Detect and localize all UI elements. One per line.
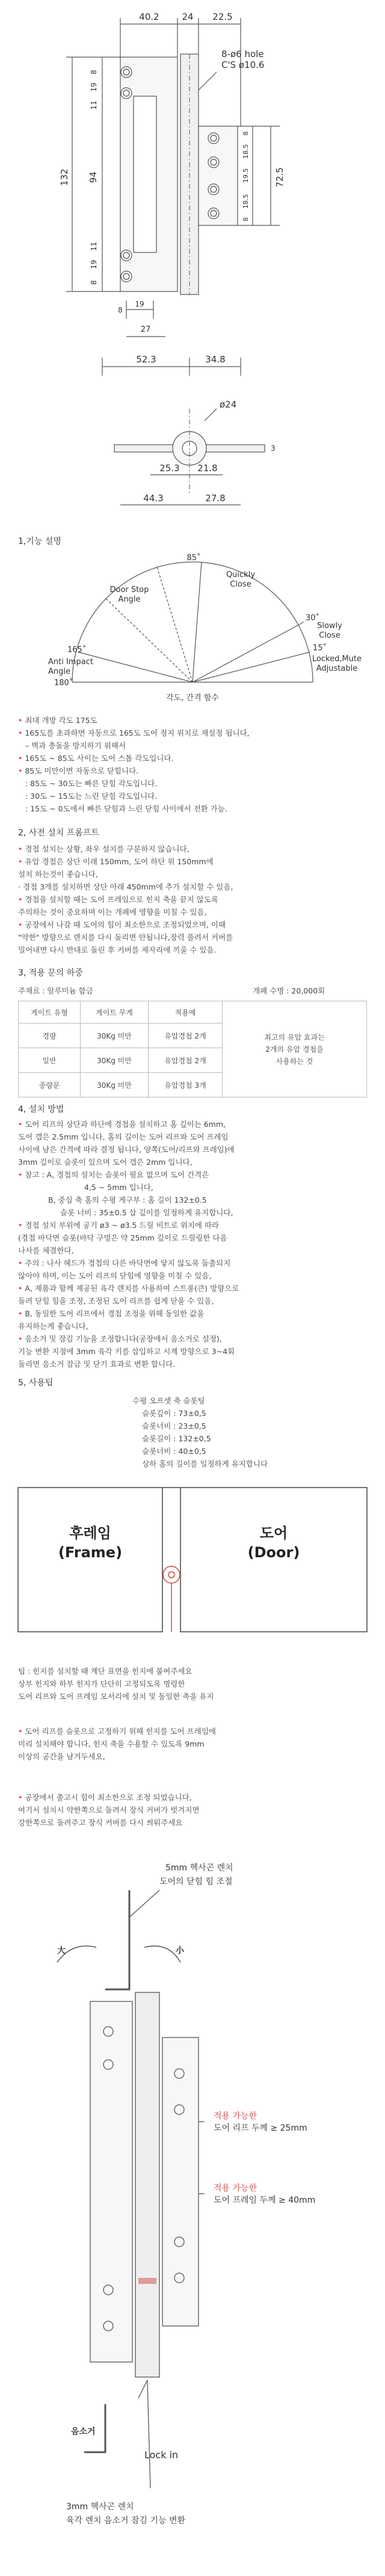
dim-right-5: 8 xyxy=(242,217,250,222)
s4-line: (경첩 바닥면 슬롯(바닥 구멍은 약 25mm 깊이로 드릴링한 다음 xyxy=(18,1233,227,1242)
top-note-1: 5mm 헥사곤 렌치 xyxy=(165,1863,233,1873)
tip-line: 도어 리프와 도어 프레임 모서리에 설치 및 동일한 축을 유지 xyxy=(18,1692,214,1701)
table-note-line: 2개의 유압 경첩을 xyxy=(265,1045,324,1054)
pivot-dim-5: 44.3 xyxy=(143,493,164,504)
bullet-7: : 30도 ~ 15도는 느린 닫힘 각도입니다. xyxy=(25,792,158,801)
label-quickly-2: Close xyxy=(230,580,251,589)
s2-line-5: • 경첩을 설치할 때는 도어 프레임으로 힌지 축을 끝지 않도록 xyxy=(18,893,373,906)
label-180: 180˚ xyxy=(54,679,73,688)
s2-line-6: 주의하는 것이 중요하며 이는 개폐에 영향을 미칠 수 있음, xyxy=(18,908,207,917)
frame-door-diagram xyxy=(0,1479,385,1659)
dim-left-small-3: 11 xyxy=(90,100,98,110)
s2-line-1: • 경첩 설치는 상황, 좌우 설치를 구분하지 않습니다, xyxy=(18,843,373,855)
s2-line-9: 밀어내면 다시 반대로 돌린 후 커버를 제자리에 끼울 수 있음. xyxy=(18,945,217,954)
table-note-line: 사용하는 것 xyxy=(276,1057,313,1066)
bullet-4: • 165도 ~ 85도 사이는 도어 스톱 각도입니다. xyxy=(18,752,373,765)
note-a-line: • 도어 리프를 슬롯으로 고정하기 위해 힌지를 도어 프레임에 xyxy=(18,1725,373,1738)
adjustment-drawing xyxy=(0,1857,385,2572)
bullet-2: • 165도를 초과하면 자동으로 165도 도어 정지 위치로 재설정 됩니다, xyxy=(18,727,373,739)
dim-right-1: 8 xyxy=(242,131,250,136)
s2-line-4: · 경첩 3개를 설치하면 상단 아래 450mm에 추가 설치할 수 있음, xyxy=(18,882,233,891)
table-header-cell: 게이트 무게 xyxy=(81,1001,149,1024)
dim-left-bottom-2: 19 xyxy=(90,260,98,269)
door-label xyxy=(180,1524,367,1562)
s4-line: • 도어 리프의 상단과 하단에 경첩을 설치하고 홈 깊이는 6mm, xyxy=(18,1118,373,1131)
section-4-title: 4, 설치 방법 xyxy=(18,1105,64,1114)
lock-label: Lock in xyxy=(144,2449,179,2461)
leaf-range-2: 도어 리프 두께 ≥ 25mm xyxy=(214,2123,307,2133)
tip-line: 팁 : 힌지를 설치할 때 계단 표면을 힌지에 붙여주세요 xyxy=(18,1667,192,1676)
frame-label-ko: 후레임 xyxy=(69,1525,111,1542)
bullet-5: • 85도 미만이면 자동으로 닫힙니다. xyxy=(18,765,373,777)
s4-line: • 음소거 및 잠김 기능을 조정합니다(공장에서 음소거로 설정), xyxy=(18,1332,373,1345)
bullet-3: – 벽과 충돌을 방지하기 위해서 xyxy=(25,741,126,750)
slot-spec-line: 수평 오프셋 축 슬롯팅 xyxy=(132,1396,205,1405)
material-label: 주재료 : 알루미늄 합금 xyxy=(18,986,93,995)
s2-line-7: • 공장에서 나갈 때 도어의 힘이 최소한으로 조정되었으며, 이때 xyxy=(18,918,373,931)
section-1-title: 1,기능 설명 xyxy=(18,537,61,546)
s4-line: 3mm 깊이로 슬롯이 있으며 도어 갭은 2mm 입니다, xyxy=(18,1158,192,1167)
table-note-cell xyxy=(223,1001,367,1097)
label-30: 30˚ xyxy=(306,614,320,623)
s4-line: 유지하는게 좋습니다, xyxy=(18,1322,88,1331)
label-165: 165˚ xyxy=(67,646,87,655)
label-85: 85˚ xyxy=(186,554,201,563)
dim-right-overall: 72.5 xyxy=(274,167,285,188)
note-a xyxy=(18,1725,373,1763)
table-header-row xyxy=(19,1001,367,1024)
s4-line: 슬롯 너비 : 35±0.5 삽 깊이를 일정하게 유지합니다, xyxy=(60,1208,233,1217)
table-cell: 경량 xyxy=(19,1024,81,1048)
s4-line: 4,5 ~ 5mm 입니다, xyxy=(84,1183,153,1192)
s4-line: 사이에 남은 간격에 따라 결정 됩니다, 양쪽(도어/리프와 프레임)에 xyxy=(18,1145,235,1154)
s4-line: 기능 변환 지점에 3mm 육각 키를 삽입하고 시계 방향으로 3~4회 xyxy=(18,1347,235,1356)
pivot-dim-2: 3 xyxy=(271,444,276,453)
dim-bottom-1: 8 xyxy=(118,306,123,314)
table-note-line: 최고의 유압 효과는 xyxy=(264,1033,325,1042)
table-cell: 유압경첩 2개 xyxy=(149,1048,223,1073)
dim-bottom-2: 19 xyxy=(135,300,144,308)
table-header-cell: 게이트 유형 xyxy=(19,1001,81,1024)
dim-right-2: 18.5 xyxy=(242,144,250,159)
frame-range-1: 적용 가능한 xyxy=(214,2184,257,2193)
slot-spec-line: 슬롯길이 : 132±0,5 xyxy=(142,1434,211,1443)
dim-top-2: 24 xyxy=(182,11,194,22)
note-a-line: 이상의 공간을 남겨두세요, xyxy=(18,1752,105,1761)
dim-left-small-1: 8 xyxy=(90,70,98,75)
label-locked-1: Locked,Mute xyxy=(312,655,362,664)
install-tip xyxy=(18,1665,373,1703)
s4-line: 돌려 닫힘 힘을 조정, 조정된 도어 리프를 쉽게 닫을 수 있음, xyxy=(18,1296,214,1305)
door-label-ko: 도어 xyxy=(259,1525,288,1542)
dim-bottom-3: 27 xyxy=(140,325,151,334)
s4-line: • 참고 : A, 경첩의 설치는 슬롯이 필요 없으며 도어 간격은 xyxy=(18,1168,373,1181)
dim-left-bottom-3: 8 xyxy=(90,280,98,285)
section-4-text xyxy=(18,1118,373,1370)
top-note-2: 도어의 닫힘 힘 조절 xyxy=(159,1877,233,1887)
dim-right-3: 19.5 xyxy=(242,168,250,183)
dim-bottom-5: 34.8 xyxy=(205,354,226,365)
bottom-note-2: 육각 렌치 음소거 잠김 기능 변환 xyxy=(66,2516,186,2526)
s4-line: 나사를 체결한다, xyxy=(18,1246,74,1255)
frame-label-en: (Frame) xyxy=(58,1544,123,1561)
hole-note-2: C'S ø10.6 xyxy=(221,60,265,70)
section-2-title: 2, 사전 설치 프롬프트 xyxy=(18,828,99,838)
dim-top-1: 40.2 xyxy=(139,11,159,22)
hole-note-1: 8-ø6 hole xyxy=(221,49,264,60)
tip-line: 상부 힌지와 하부 힌지가 단단히 고정되도록 명령한 xyxy=(18,1679,185,1688)
note-b-line: 강한쪽으로 돌려주고 장식 커버를 다시 씌워주세요 xyxy=(18,1818,183,1827)
bullet-1: • 최대 개방 각도 175도 xyxy=(18,714,373,727)
label-door-stop-2: Angle xyxy=(118,595,141,604)
slot-spec-line: 슬롯깊이 : 73±0,5 xyxy=(142,1409,206,1418)
label-slowly-1: Slowly xyxy=(317,621,342,630)
note-b xyxy=(18,1791,373,1829)
pivot-dim-1: ø24 xyxy=(220,399,237,410)
section-2-text xyxy=(18,843,373,956)
note-b-line: 여기서 설치시 약한쪽으로 돌려서 장식 커버가 벗겨지면 xyxy=(18,1805,200,1814)
s2-line-3: 설치 하는것이 좋습니다, xyxy=(18,870,98,879)
s4-line: • 경첩 설치 부위에 공기 ø3 ~ ø3.5 드릴 비트로 위치에 따라 xyxy=(18,1219,373,1232)
table-cell: 30Kg 미만 xyxy=(81,1048,149,1073)
s4-line: B, 중심 축 홈의 수평 게구부 : 홈 길이 132±0.5 xyxy=(48,1195,207,1204)
s2-line-8: "약한" 방향으로 렌치를 다시 돌리면 안됩니다,장력 풀려서 커버를 xyxy=(18,933,233,942)
slot-specs xyxy=(132,1394,313,1470)
pivot-dim-6: 27.8 xyxy=(205,493,226,504)
section-3-title: 3, 적용 문의 하중 xyxy=(18,968,83,978)
table-header-cell: 적용예 xyxy=(149,1001,223,1024)
slot-spec-line: 상하 홈의 길이를 일정하게 유지합니다 xyxy=(142,1459,268,1468)
small-label: 小 xyxy=(176,1946,184,1956)
mute-label: 음소거 xyxy=(71,2427,96,2437)
slot-spec-line: 슬롯너비 : 23±0,5 xyxy=(142,1421,206,1430)
hinge-technical-drawing xyxy=(0,0,385,541)
s2-line-2: • 유압 경첩은 상단 이래 150mm, 도어 하단 위 150mm에 xyxy=(18,855,373,868)
table-cell: 일반 xyxy=(19,1048,81,1073)
load-table xyxy=(18,1001,367,1097)
s4-line: 도어 갭은 2.5mm 입니다, 홈의 길이는 도어 리프와 도어 프레임 xyxy=(18,1132,229,1141)
s4-line: • 주의 : 나사 헤드가 경첩의 다른 바닥면에 닿지 않도록 돌출되지 xyxy=(18,1257,373,1269)
section-5-title: 5, 사용팁 xyxy=(18,1378,54,1388)
big-label: 大 xyxy=(57,1946,66,1956)
label-15: 15˚ xyxy=(313,644,327,653)
label-slowly-2: Close xyxy=(319,631,340,640)
pivot-dim-3: 25.3 xyxy=(159,463,180,474)
label-anti-impact-1: Anti Impact xyxy=(48,658,93,667)
bullet-6: : 85도 ~ 30도는 빠른 닫힘 각도입니다. xyxy=(25,779,158,788)
table-cell: 유압경첩 3개 xyxy=(149,1073,223,1097)
label-quickly-1: Quickly xyxy=(226,570,256,579)
label-anti-impact-2: Angle xyxy=(48,667,70,676)
note-b-line: • 공장에서 출고시 힘이 최소한으로 조정 되었습니다, xyxy=(18,1791,373,1804)
s4-line: • B, 동일한 도어 리프에서 경첩 조정을 위해 동일한 값을 xyxy=(18,1307,373,1320)
door-label-en: (Door) xyxy=(247,1544,300,1561)
table-cell: 유압경첩 2개 xyxy=(149,1024,223,1048)
bottom-note-1: 3mm 헥사곤 렌치 xyxy=(66,2502,134,2512)
quantity-label: 개폐 수명 : 20,000회 xyxy=(253,986,325,995)
dim-left-bottom-1: 11 xyxy=(90,242,98,251)
section-1-bullets xyxy=(18,714,373,815)
dim-left-small-2: 19 xyxy=(90,82,98,92)
table-cell: 중량문 xyxy=(19,1073,81,1097)
label-locked-2: Adjustable xyxy=(316,664,358,673)
note-a-line: 미리 설치해야 합니다, 힌지 축을 수용할 수 있도록 9mm xyxy=(18,1739,205,1748)
frame-label xyxy=(18,1524,162,1562)
dim-right-4: 18.5 xyxy=(242,194,250,209)
s4-line: 돌리면 음소거 잠금 및 닫기 효과로 변환 합니다. xyxy=(18,1360,176,1369)
dim-left-mid: 94 xyxy=(88,171,99,183)
dim-left-overall: 132 xyxy=(59,168,70,186)
table-cell: 30Kg 미만 xyxy=(81,1024,149,1048)
dim-top-3: 22.5 xyxy=(212,11,233,22)
frame-range-2: 도어 프레임 두께 ≥ 40mm xyxy=(214,2196,316,2205)
diagram-caption: 각도, 간격 함수 xyxy=(166,694,219,703)
label-door-stop-1: Door Stop xyxy=(109,585,149,594)
pivot-dim-4: 21.8 xyxy=(197,463,218,474)
leaf-range-1: 적용 가능한 xyxy=(214,2111,257,2121)
bullet-8: : 15도 ~ 0도에서 빠른 닫힘과 느린 닫힘 사이에서 전환 가능. xyxy=(25,804,227,813)
slot-spec-line: 슬롯너비 : 40±0,5 xyxy=(142,1447,206,1456)
s4-line: • A, 제품과 함께 제공된 육각 렌치를 사용하여 스트롱(큰) 방향으로 xyxy=(18,1282,373,1295)
angle-function-diagram xyxy=(0,553,385,733)
s4-line: 않아야 하며, 이는 도어 리프의 닫힘에 영향을 미칠 수 있음, xyxy=(18,1271,212,1280)
dim-bottom-4: 52.3 xyxy=(136,354,156,365)
table-cell: 30Kg 미만 xyxy=(81,1073,149,1097)
